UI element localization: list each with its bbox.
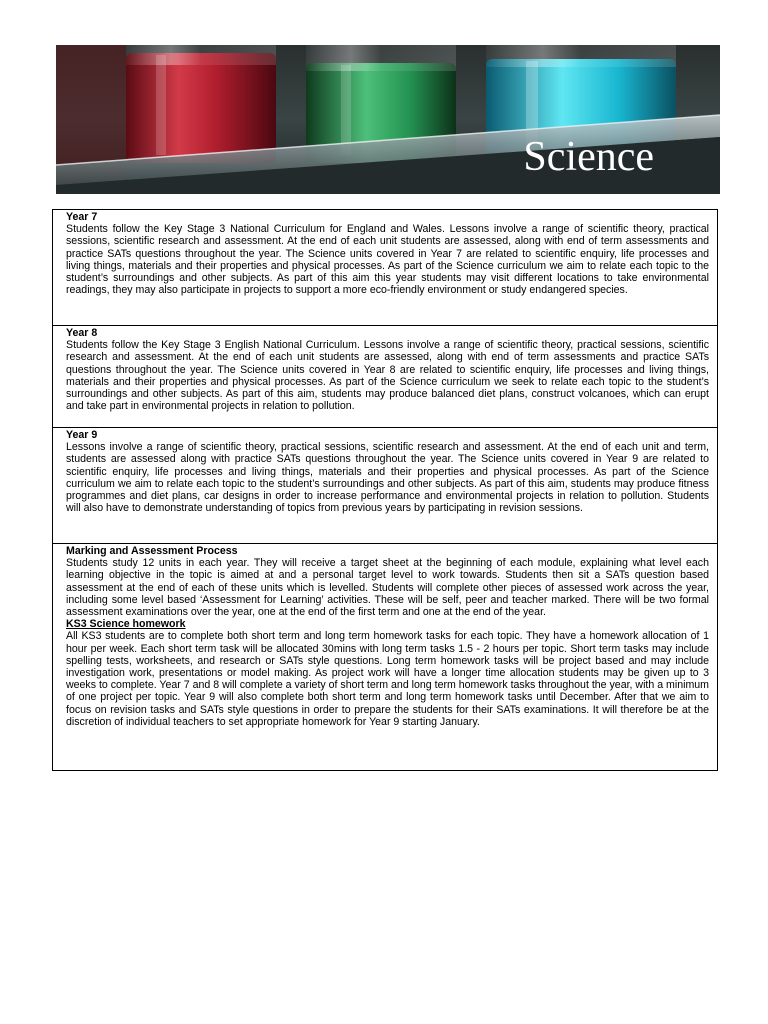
assessment-row <box>53 544 718 771</box>
section-body: Students study 12 units in each year. They will receive a target sheet at the beginning of each module, explaining what level each learning objective in the topic is aimed at and a personal target level to work towards. Students then sit a SATs question based assessment at the end of each of these units which is levelled. Students will complete other pieces of assessed work across the year, including some level based ‘Assessment for Learning’ activities. These will be self, peer and teacher marked. There will be two formal assessment examinations over the year, one at the end of the first term and one at the end of the year. <box>66 557 709 619</box>
header-banner <box>56 45 720 194</box>
year-8-row <box>53 326 718 428</box>
homework-heading: KS3 Science homework <box>66 618 186 631</box>
section-body: Students follow the Key Stage 3 English National Curriculum. Lessons involve a range of scientific theory, practical sessions, scientific research and assessment. At the end of each unit students are assessed, along with end of term assessments and practice SATs questions throughout the year. The Science units covered in Year 8 are related to scientific enquiry, life processes and living things, materials and their properties and physical processes. As part of the Science curriculum we seek to relate each topic to the student’s surroundings and other subjects. As part of this aim, students may produce balanced diet plans, construct volcanoes, which can erupt and take part in environmental projects in relation to pollution. <box>66 339 709 413</box>
year-9-row <box>53 428 718 544</box>
banner-title: Science <box>523 134 654 180</box>
section-body: Students follow the Key Stage 3 National Curriculum for England and Wales. Lessons involve a range of scientific theory, practical sessions, scientific research and assessment. At the end of each unit students are assessed, along with end of term assessments and practice SATs questions throughout the year. The Science units covered in Year 7 are related to scientific enquiry, life processes and living things, materials and their properties and physical processes. As part of the Science curriculum we aim to relate each topic to the student’s surroundings and other subjects. As part of this aim this year students may visit different locations to take environmental readings, they may also participate in projects to support a more eco-friendly environment or study endangered species. <box>66 223 709 297</box>
year-7-cell <box>53 210 718 326</box>
homework-body: All KS3 students are to complete both short term and long term homework tasks for each topic. They have a homework allocation of 1 hour per week. Each short term task will be allocated 30mins with long term tasks 1.5 - 2 hours per topic. Short term tasks may include spelling tests, worksheets, and research or SATs style questions. Long term homework tasks will be project based and may include investigation work, presentations or model making. As project work will have a longer time allocation students may be given up to 3 weeks to complete. Year 7 and 8 will complete a variety of short term and long term homework tasks throughout the year, with a minimum of one project per topic. Year 9 will also complete both short term and long term homework tasks until December. After that we aim to focus on revision tasks and SATs style questions in order to prepare the students for their SATs examinations. It will therefore be at the discretion of individual teachers to set appropriate homework for Year 9 starting January. <box>66 630 709 728</box>
curriculum-table <box>52 209 718 771</box>
section-body: Lessons involve a range of scientific theory, practical sessions, scientific research and assessment. At the end of each unit and term, students are assessed along with practice SATs questions throughout the year. The Science units covered in Year 9 are related to scientific enquiry, life processes and living things, materials and their properties and physical processes. As part of the Science curriculum we aim to relate each topic to the student’s surroundings and other subjects. As part of this aim, students may produce fitness programmes and diet plans, car designs in order to increase performance and environmental projects in relation to pollution. Students will also have to demonstrate understanding of topics from previous years by participating in revision sessions. <box>66 441 709 515</box>
year-8-cell <box>53 326 718 428</box>
assessment-cell <box>53 544 718 771</box>
section-heading: Marking and Assessment Process <box>66 545 238 557</box>
year-9-cell <box>53 428 718 544</box>
year-7-row <box>53 210 718 326</box>
section-heading: Year 7 <box>66 211 98 223</box>
section-heading: Year 9 <box>66 429 98 441</box>
section-heading: Year 8 <box>66 327 98 339</box>
